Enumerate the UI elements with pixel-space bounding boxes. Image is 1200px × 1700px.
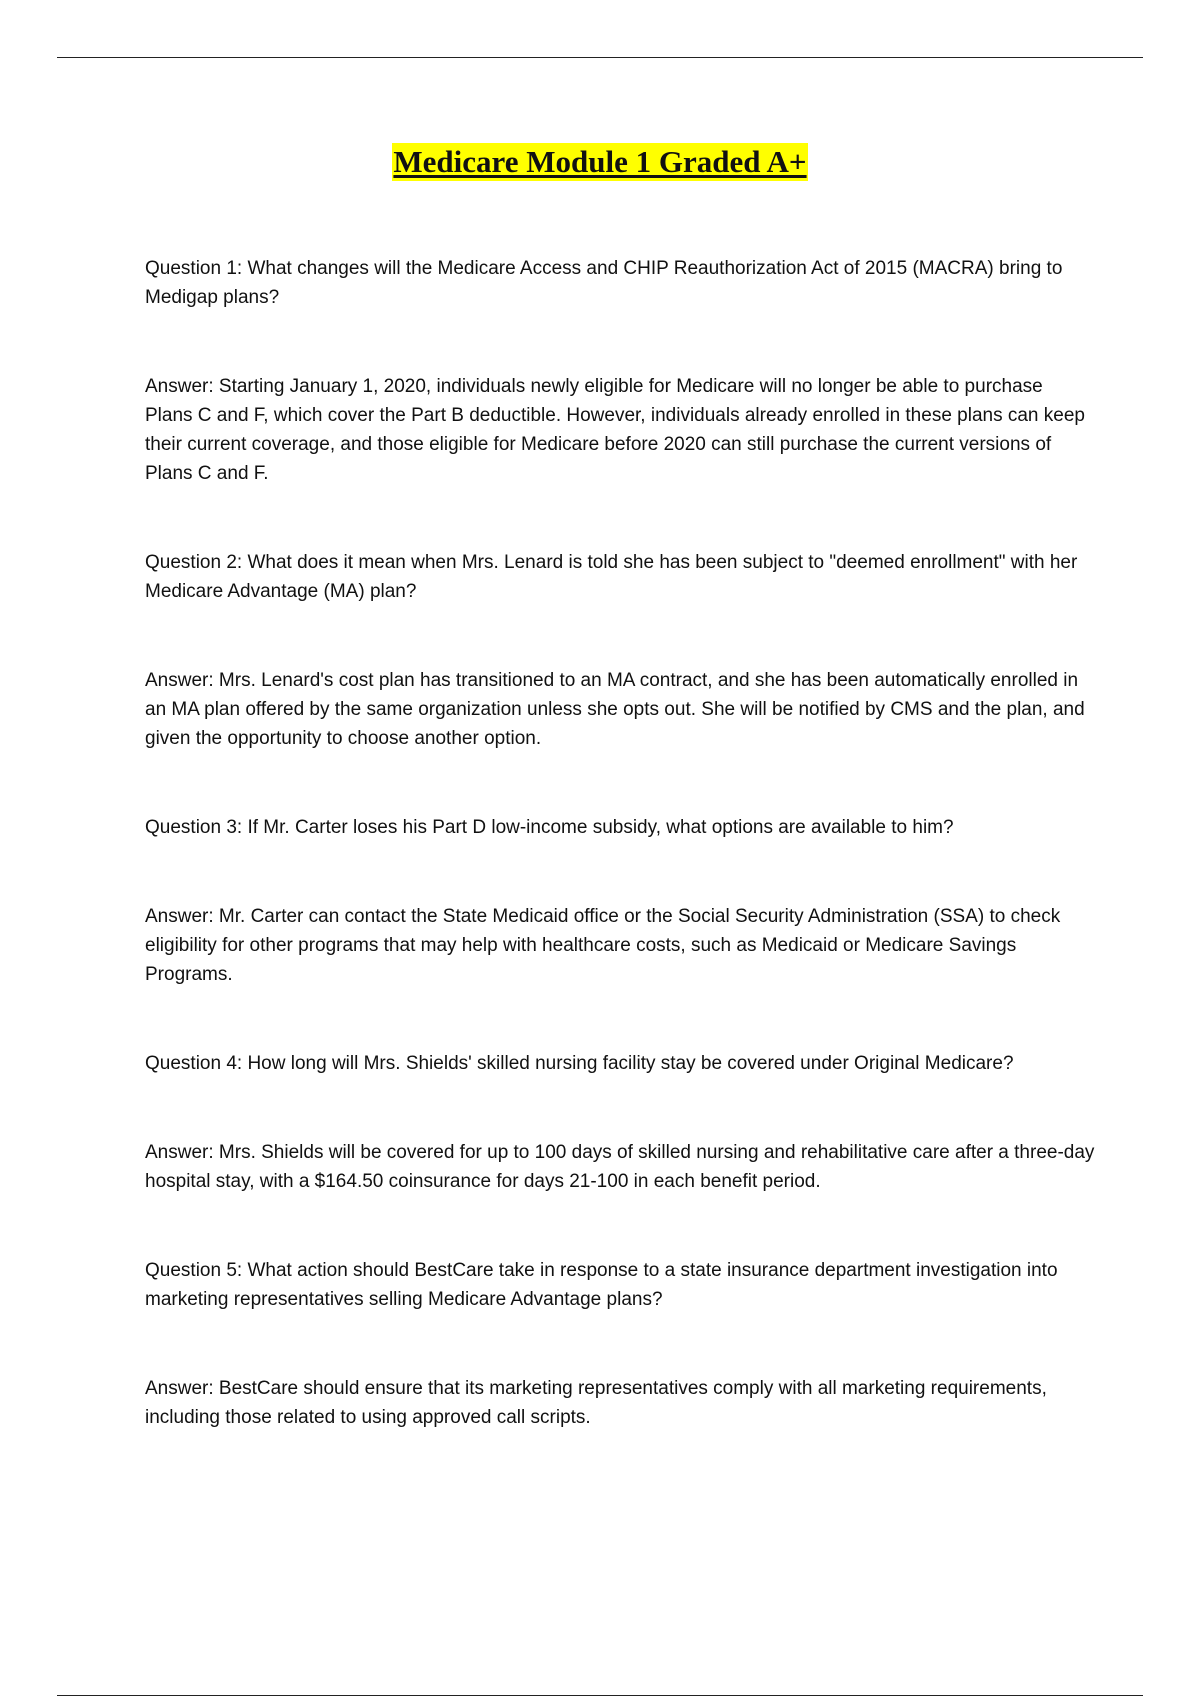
document-title: Medicare Module 1 Graded A+ — [393, 144, 807, 179]
answer-1: Answer: Starting January 1, 2020, individuals newly eligible for Medicare will no longer be able to purchase Plans C and F, which cover the Part B deductible. However, individuals already enrolled in these plans can keep their current coverage, and those eligible for Medicare before 2020 can still purchase the current versions of Plans C and F. — [145, 376, 1085, 484]
question-4: Question 4: How long will Mrs. Shields' skilled nursing facility stay be covered under Original Medicare? — [145, 1053, 1014, 1074]
answer-4: Answer: Mrs. Shields will be covered for up to 100 days of skilled nursing and rehabilitative care after a three-day hospital stay, with a $164.50 coinsurance for days 21-100 in each benefit period. — [145, 1142, 1095, 1192]
qa-content — [145, 254, 1095, 1492]
question-2: Question 2: What does it mean when Mrs. Lenard is told she has been subject to "deemed enrollment" with her Medicare Advantage (MA) plan? — [145, 552, 1078, 602]
answer-3: Answer: Mr. Carter can contact the State Medicaid office or the Social Security Administration (SSA) to check eligibility for other programs that may help with healthcare costs, such as Medicaid or Medicare Savings Programs. — [145, 906, 1061, 985]
footer-rule — [57, 1695, 1143, 1696]
question-1: Question 1: What changes will the Medicare Access and CHIP Reauthorization Act of 2015 (MACRA) bring to Medigap plans? — [145, 258, 1063, 308]
title-container — [0, 143, 1200, 181]
question-5: Question 5: What action should BestCare take in response to a state insurance department investigation into marketing representatives selling Medicare Advantage plans? — [145, 1260, 1058, 1310]
question-3: Question 3: If Mr. Carter loses his Part D low-income subsidy, what options are available to him? — [145, 817, 954, 838]
header-rule — [57, 57, 1143, 58]
answer-5: Answer: BestCare should ensure that its marketing representatives comply with all marketing requirements, including those related to using approved call scripts. — [145, 1378, 1047, 1428]
answer-2: Answer: Mrs. Lenard's cost plan has transitioned to an MA contract, and she has been automatically enrolled in an MA plan offered by the same organization unless she opts out. She will be notified by CMS and the plan, and given the opportunity to choose another option. — [145, 670, 1085, 749]
